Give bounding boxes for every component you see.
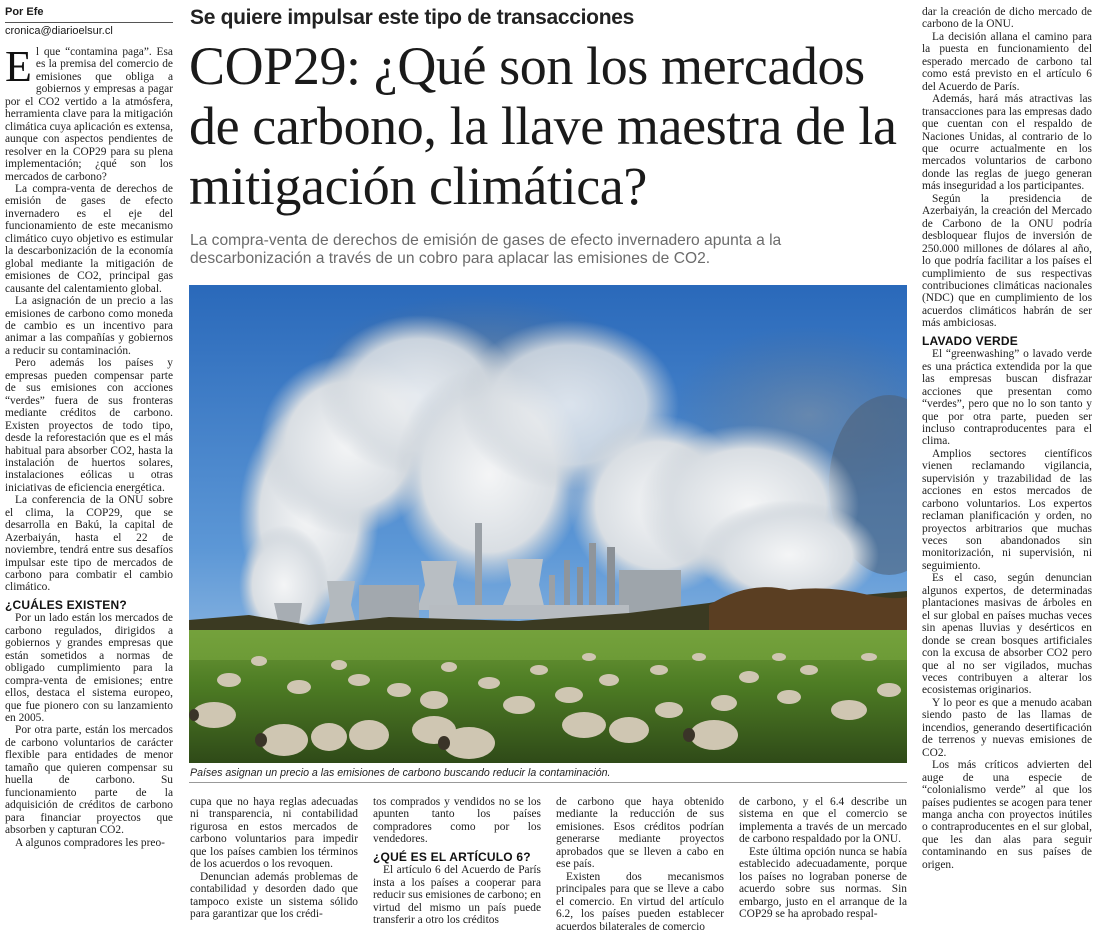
paragraph: La asignación de un precio a las emisiones de carbono como moneda de cambio es un incentivo para animar a las compañías y gobiernos a reducir su contaminación. bbox=[5, 295, 173, 357]
power-plant-photo bbox=[189, 285, 907, 763]
paragraph: El que “contamina paga”. Esa es la premisa del comercio de emisiones que obliga a gobiernos y empresas a pagar por el CO2 vertido a la atmósfera, herramienta clave para la mitigación climática cuya aplicación es extensa, aunque con aspectos pendientes de resolver en la COP29 para su plena implementación; ¿qué son los mercados de carbono? bbox=[5, 42, 173, 183]
paragraph: Este última opción nunca se había establecido adecuadamente, porque los países no lograban ponerse de acuerdo sobre sus normas. Sin embargo, justo en el arranque de la COP29 se ha aprobado respal- bbox=[739, 845, 907, 921]
paragraph: Pero además los países y empresas pueden compensar parte de sus emisiones con acciones “verdes” fuera de sus fronteras mediante créditos de carbono. Existen proyectos de todo tipo, desde la reforestación que es el más habitual para absorber CO2, hasta la instalación de huertos solares, instalaciones eólicas u otras iniciativas de eficiencia energética. bbox=[5, 357, 173, 494]
paragraph: Existen dos mecanismos principales para que se lleve a cabo el comercio. En virtud del artículo 6.2, los países pueden establecer acuerdos bilaterales de comercio bbox=[556, 870, 724, 933]
deck: La compra-venta de derechos de emisión de gases de efecto invernadero apunta a la descarbonización a través de un cobro para aplacar las emisiones de CO2. bbox=[190, 232, 782, 267]
paragraph: tos comprados y vendidos no se los apunten tanto los países compradores como por los vendedores. bbox=[373, 796, 541, 846]
paragraph: La decisión allana el camino para la puesta en funcionamiento del esperado mercado de carbono tal como está previsto en el artículo 6 del Acuerdo de París. bbox=[922, 30, 1092, 93]
paragraph: La compra-venta de derechos de emisión de gases de efecto invernadero es el eje del funcionamiento de este mecanismo climático cuyo objetivo es estimular la descarbonización de la economía global mediante la mitigación de emisiones de CO2, principal gas causante del calentamiento global. bbox=[5, 182, 173, 295]
paragraph: Por otra parte, están los mercados de carbono voluntarios de carácter flexible para entidades de menor tamaño que quieren compensar su huella de carbono. Su funcionamiento parte de la adquisición de créditos de carbono para financiar proyectos que absorben y capturan CO2. bbox=[5, 724, 173, 837]
author-name: Por Efe bbox=[5, 6, 44, 18]
article-column-3 bbox=[373, 796, 541, 927]
paragraph: cupa que no haya reglas adecuadas ni transparencia, ni contabilidad rigurosa en estos mercados de carbono voluntarios para impedir que los países cambien los términos de los acuerdos o los revoquen. bbox=[190, 796, 358, 871]
paragraph: El “greenwashing” o lavado verde es una práctica extendida por la que las empresas buscan disfrazar acciones que presentan como “verdes”, pero que no lo son tanto y que por otra parte, pueden ser incluso contraproducentes para el clima. bbox=[922, 348, 1092, 448]
paragraph: A algunos compradores les preo- bbox=[15, 836, 165, 849]
author-email: cronica@diarioelsur.cl bbox=[5, 25, 113, 37]
article-column-2 bbox=[190, 796, 358, 921]
headline: COP29: ¿Qué son los mercados de carbono, la llave maestra de la mitigación climática? bbox=[189, 36, 897, 216]
subheading-lavado-verde: LAVADO VERDE bbox=[922, 333, 1018, 348]
paragraph: de carbono, y el 6.4 describe un sistema en que el comercio se implementa a través de un mercado de carbono respaldado por la ONU. bbox=[739, 796, 907, 846]
paragraph: Es el caso, según denuncian algunos expertos, de determinadas plantaciones masivas de árboles en el sur global en países muchas veces sin apenas lluvias y desérticos en donde se crean bosques artificiales con la excusa de absorber CO2 pero que al no ser vigilados, muchas veces contribuyen a alterar los ecosistemas originarios. bbox=[922, 572, 1092, 697]
subheading-articulo-6: ¿QUÉ ES EL ARTÍCULO 6? bbox=[373, 849, 531, 864]
kicker: Se quiere impulsar este tipo de transacciones bbox=[190, 6, 634, 29]
paragraph: Según la presidencia de Azerbaiyán, la creación del Mercado de Carbono de la ONU podría desbloquear flujos de inversión de 250.000 millones de dólares al año, lo que podría facilitar a los países el cumplimiento de sus respectivas contribuciones climáticas nacionales (NDC) que en cumplimiento de los acuerdos climáticos habrán de ser más ambiciosas. bbox=[922, 192, 1092, 330]
article-column-1 bbox=[5, 42, 173, 849]
photo-caption: Países asignan un precio a las emisiones de carbono buscando reducir la contaminación. bbox=[190, 767, 611, 779]
subheading-cuales-existen: ¿CUÁLES EXISTEN? bbox=[5, 597, 127, 612]
byline-rule bbox=[5, 22, 173, 23]
drop-cap: E bbox=[5, 42, 32, 91]
article-column-4 bbox=[556, 796, 724, 933]
paragraph: Denuncian además problemas de contabilidad y desorden dado que tampoco existe un sistema sólido para garantizar que los crédi- bbox=[190, 870, 358, 921]
paragraph: Y lo peor es que a menudo acaban siendo pasto de las llamas de incendios, generando desertificación de terrenos y nuevas emisiones de CO2. bbox=[922, 696, 1092, 759]
paragraph: Además, hará más atractivas las transacciones para las empresas dado que cuentan con el respaldo de Naciones Unidas, al contrario de lo que ocurre actualmente en los mercados voluntarios de carbono donde las reglas de juego generan más inseguridad a los participantes. bbox=[922, 93, 1092, 193]
paragraph: La conferencia de la ONU sobre el clima, la COP29, que se desarrolla en Bakú, la capital de Azerbaiyán, hasta el 22 de noviembre, tendrá entre sus desafíos impulsar este tipo de mercados de carbono para combatir el cambio climático. bbox=[5, 494, 173, 594]
byline bbox=[5, 6, 173, 38]
paragraph: El artículo 6 del Acuerdo de París insta a los países a cooperar para reducir sus emisiones de carbono; en virtud del mismo un país puede transferir a otro los créditos bbox=[373, 864, 541, 927]
paragraph: Los más críticos advierten del auge de una especie de “colonialismo verde” al que los países pudientes se acogen para tener manga ancha con proyectos inútiles o contraproducentes en el sur global, que les dan alas para seguir contaminando en sus países de origen. bbox=[922, 759, 1092, 871]
paragraph: de carbono que haya obtenido mediante la reducción de sus emisiones. Esos créditos podrían generarse mediante proyectos aprobados que se lleven a cabo en ese país. bbox=[556, 796, 724, 871]
paragraph: Amplios sectores científicos vienen reclamando vigilancia, supervisión y trazabilidad de las acciones en estos mercados de carbono voluntarios. Los expertos reclaman planificación y orden, no proyectos arbitrarios que muchas veces son abandonados sin monitorización, ni supervisión, ni seguimiento. bbox=[922, 447, 1092, 572]
paragraph: Por un lado están los mercados de carbono regulados, dirigidos a gobiernos y grandes empresas que están sometidos a normas de obligado cumplimiento para la compra-venta de emisiones; entre ellos, destaca el sistema europeo, que fue pionero con su lanzamiento en 2005. bbox=[5, 612, 173, 725]
article-column-6 bbox=[922, 6, 1092, 871]
article-column-5 bbox=[739, 796, 907, 921]
caption-divider bbox=[189, 782, 907, 783]
paragraph: dar la creación de dicho mercado de carbono de la ONU. bbox=[922, 6, 1092, 31]
